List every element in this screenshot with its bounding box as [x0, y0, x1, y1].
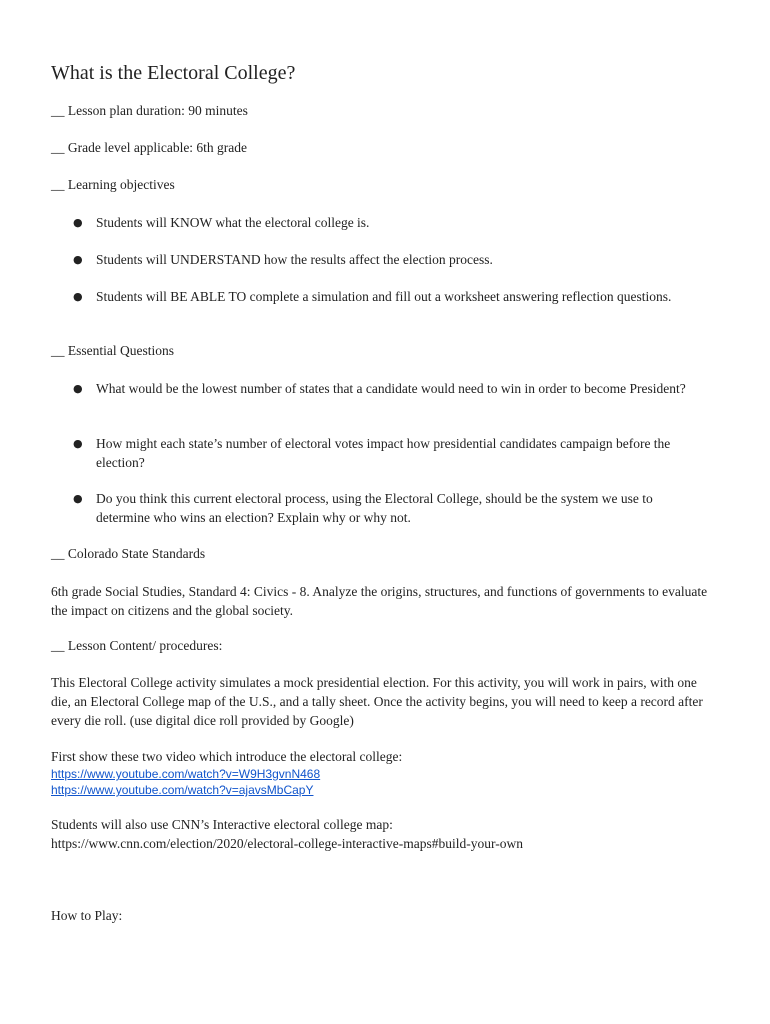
bullet-icon: ● — [73, 492, 83, 505]
standards-heading: __ Colorado State Standards — [51, 546, 206, 561]
objective-item — [73, 287, 709, 306]
video-link[interactable]: https://www.youtube.com/watch?v=W9H3gvnN468 — [51, 767, 321, 781]
objective-text: Students will UNDERSTAND how the results affect the election process. — [96, 252, 493, 267]
map-intro: Students will also use CNN’s Interactive electoral college map: — [51, 817, 393, 832]
objectives-heading: __ Learning objectives — [51, 177, 175, 192]
lesson-content-heading: __ Lesson Content/ procedures: — [51, 638, 223, 653]
objective-text: Students will KNOW what the electoral college is. — [96, 215, 370, 230]
bullet-icon: ● — [73, 253, 83, 266]
bullet-icon: ● — [73, 290, 83, 303]
video-link[interactable]: https://www.youtube.com/watch?v=ajavsMbCapY — [51, 783, 314, 797]
videos-section — [51, 747, 711, 798]
objective-item — [73, 213, 709, 232]
essential-questions-heading: __ Essential Questions — [51, 343, 174, 358]
lesson-content-text: This Electoral College activity simulates a mock presidential election. For this activity, you will work in pairs, with one die, an Electoral College map of the U.S., and a tally sheet. Once the activity begins, you will need to keep a record after every die roll. (use digital dice roll provided by Google) — [51, 675, 703, 728]
question-item — [73, 379, 709, 398]
standards-text: 6th grade Social Studies, Standard 4: Civics - 8. Analyze the origins, structures, and functions of governments to evaluate the impact on citizens and the global society. — [51, 584, 708, 618]
question-text: What would be the lowest number of states that a candidate would need to win in order to become President? — [96, 381, 686, 396]
bullet-icon: ● — [73, 216, 83, 229]
question-item — [73, 434, 709, 472]
lesson-duration: __ Lesson plan duration: 90 minutes — [51, 103, 248, 118]
how-to-play-heading: How to Play: — [51, 908, 123, 923]
question-item — [73, 489, 709, 527]
grade-level: __ Grade level applicable: 6th grade — [51, 140, 248, 155]
map-section — [51, 815, 711, 853]
bullet-icon: ● — [73, 437, 83, 450]
question-text: Do you think this current electoral process, using the Electoral College, should be the system we use to determine who wins an election? Explain why or why not. — [96, 491, 653, 525]
map-url: https://www.cnn.com/election/2020/electoral-college-interactive-maps#build-your-own — [51, 836, 523, 851]
bullet-icon: ● — [73, 382, 83, 395]
question-text: How might each state’s number of electoral votes impact how presidential candidates campaign before the election? — [96, 436, 671, 470]
objective-text: Students will BE ABLE TO complete a simulation and fill out a worksheet answering reflection questions. — [96, 289, 672, 304]
videos-intro: First show these two video which introduce the electoral college: — [51, 749, 403, 764]
objective-item — [73, 250, 709, 269]
page-title: What is the Electoral College? — [51, 62, 296, 84]
